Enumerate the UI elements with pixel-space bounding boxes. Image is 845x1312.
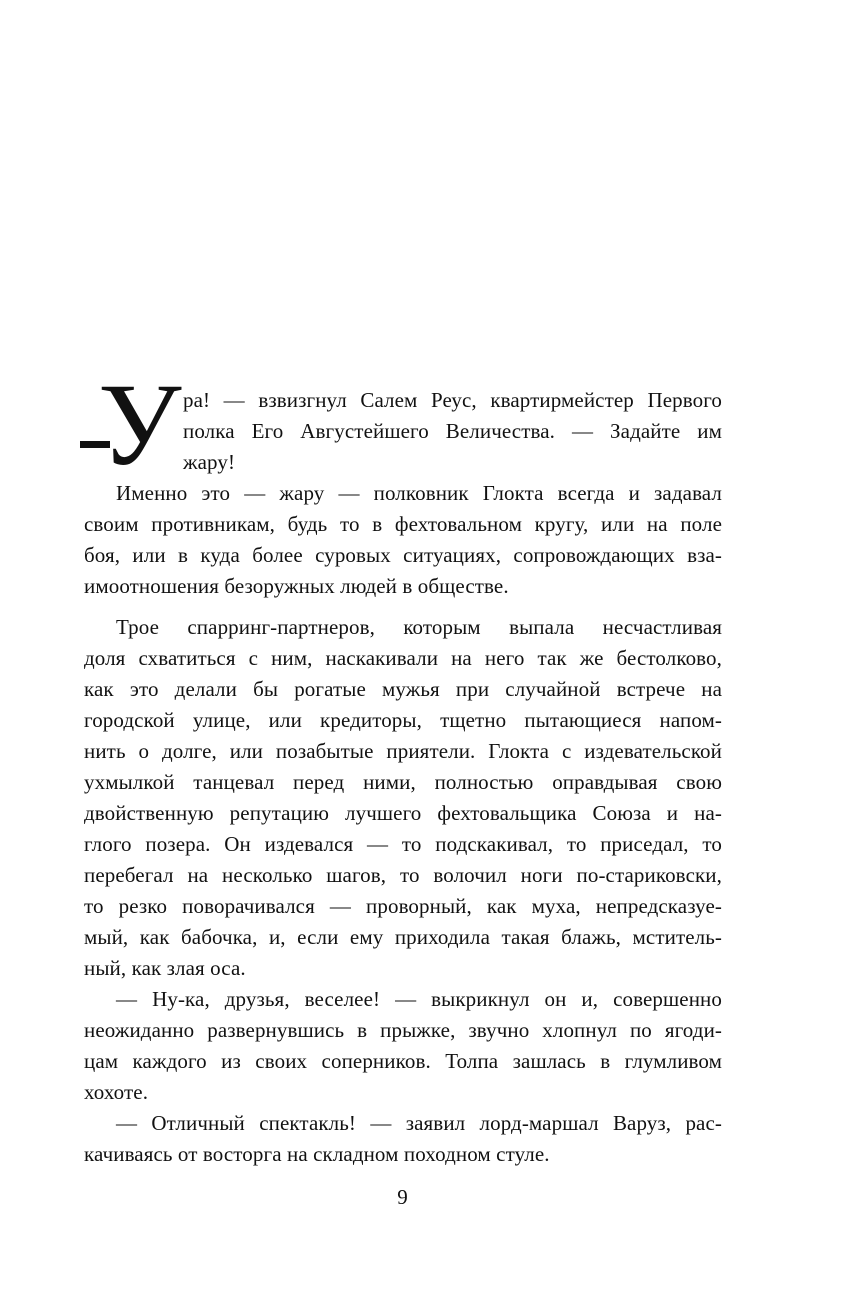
text-line: нить о долге, или позабытые приятели. Глокта с издевательской bbox=[84, 739, 722, 763]
text-line: ухмылкой танцевал перед ними, полностью оправдывая свою bbox=[84, 770, 722, 794]
text-line: городской улице, или кредиторы, тщетно пытающиеся напом- bbox=[84, 708, 722, 732]
text-line: жару! bbox=[183, 450, 236, 474]
drop-cap-letter: У bbox=[98, 359, 182, 490]
text-line: — Ну-ка, друзья, веселее! — выкрикнул он и, совершенно bbox=[116, 987, 722, 1011]
paragraph-1 bbox=[116, 385, 722, 478]
paragraph-5 bbox=[84, 1108, 722, 1170]
text-line: перебегал на несколько шагов, то волочил ноги по-стариковски, bbox=[84, 863, 722, 887]
text-line: ра! — взвизгнул Салем Реус, квартирмейстер Первого bbox=[183, 388, 722, 412]
paragraph-4 bbox=[84, 984, 722, 1108]
text-line: то резко поворачивался — проворный, как муха, непредсказуе- bbox=[84, 894, 722, 918]
text-line: своим противникам, будь то в фехтовальном кругу, или на поле bbox=[84, 512, 722, 536]
text-line: ный, как злая оса. bbox=[84, 956, 246, 980]
text-line: глого позера. Он издевался — то подскакивал, то приседал, то bbox=[84, 832, 722, 856]
page-number: 9 bbox=[397, 1185, 408, 1209]
body-text bbox=[84, 385, 722, 1170]
text-line: двойственную репутацию лучшего фехтовальщика Союза и на- bbox=[84, 801, 722, 825]
text-line: — Отличный спектакль! — заявил лорд-маршал Варуз, рас- bbox=[116, 1111, 722, 1135]
paragraph-2 bbox=[84, 478, 722, 602]
text-line: доля схватиться с ним, наскакивали на него так же бестолково, bbox=[84, 646, 722, 670]
text-line: цам каждого из своих соперников. Толпа зашлась в глумливом bbox=[84, 1049, 722, 1073]
text-line: как это делали бы рогатые мужья при случайной встрече на bbox=[84, 677, 722, 701]
paragraph-gap bbox=[116, 602, 722, 612]
text-line: полка Его Августейшего Величества. — Задайте им bbox=[183, 419, 722, 443]
text-line: хохоте. bbox=[84, 1080, 149, 1104]
text-line: Трое спарринг-партнеров, которым выпала несчастливая bbox=[116, 615, 722, 639]
text-line: боя, или в куда более суровых ситуациях, сопровождающих вза- bbox=[84, 543, 722, 567]
paragraph-3 bbox=[84, 612, 722, 984]
text-line: Именно это — жару — полковник Глокта всегда и задавал bbox=[116, 481, 722, 505]
text-line: имоотношения безоружных людей в обществе. bbox=[84, 574, 509, 598]
text-line: мый, как бабочка, и, если ему приходила такая блажь, мститель- bbox=[84, 925, 722, 949]
text-line: неожиданно развернувшись в прыжке, звучно хлопнул по ягоди- bbox=[84, 1018, 722, 1042]
text-line: качиваясь от восторга на складном походном стуле. bbox=[84, 1142, 550, 1166]
